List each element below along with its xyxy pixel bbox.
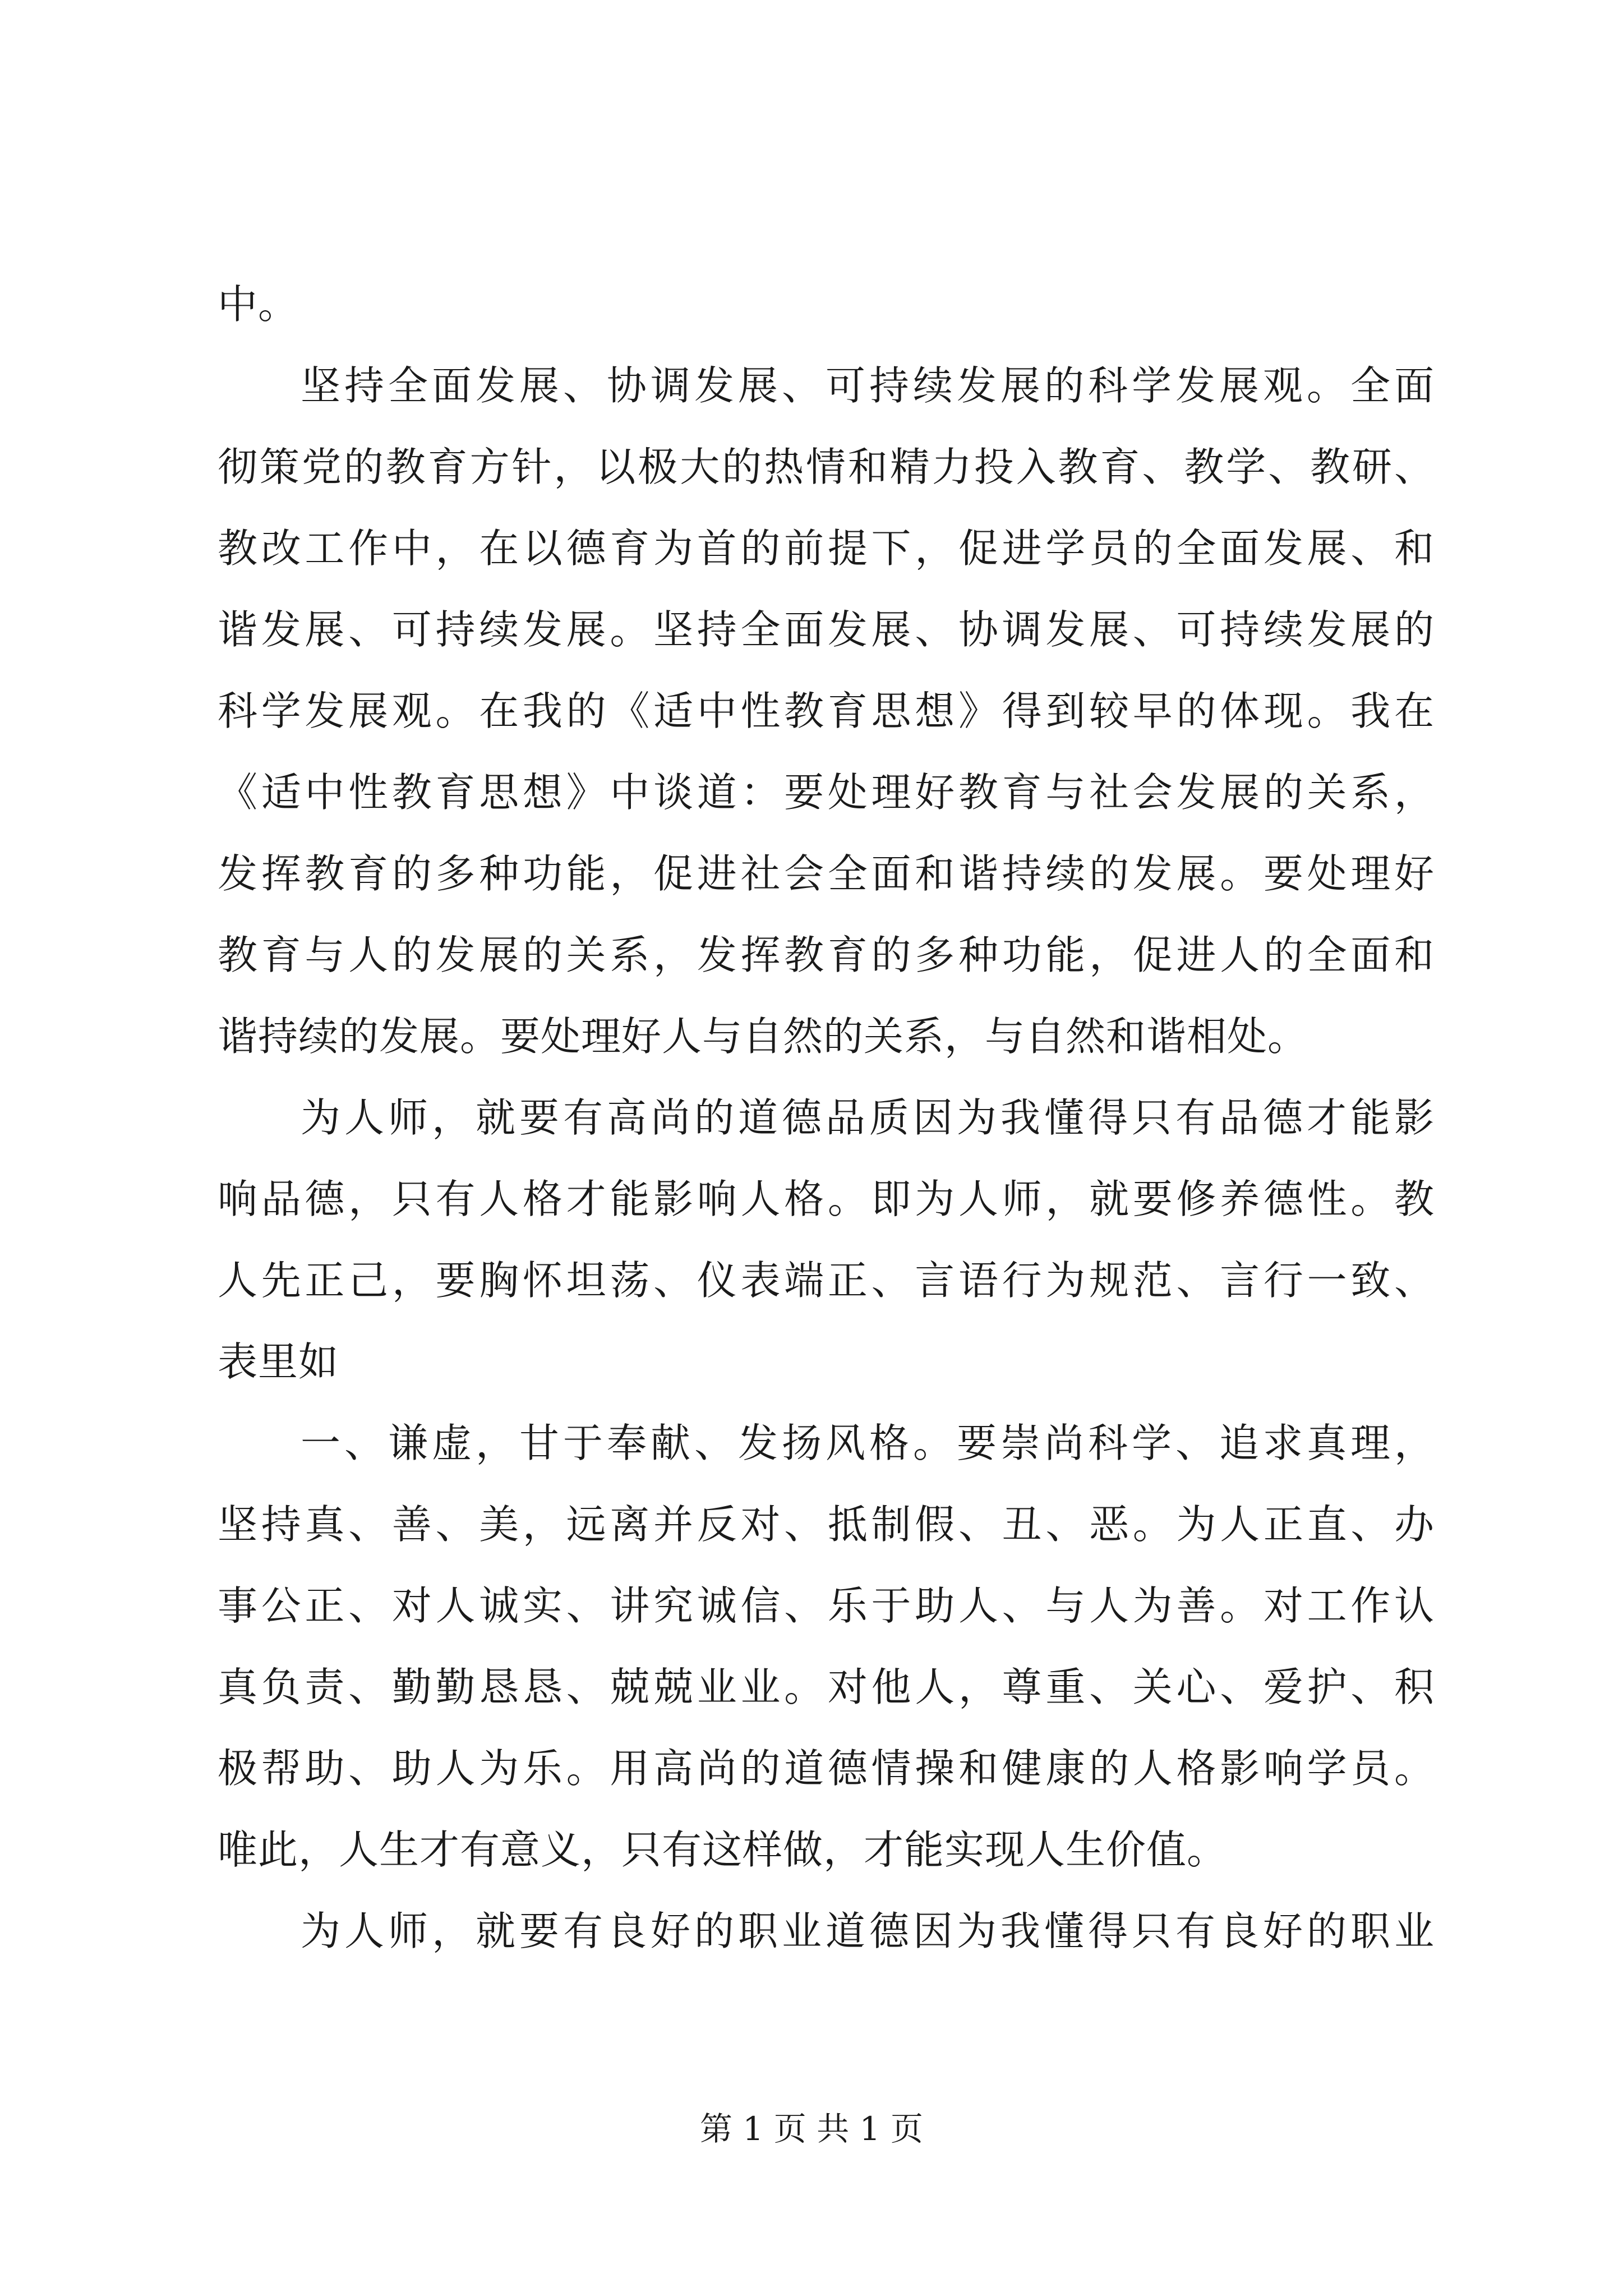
body-line: 表里如 — [218, 1338, 339, 1385]
body-line: 为人师，就要有高尚的道德品质因为我懂得只有品德才能影 — [301, 1094, 1435, 1141]
body-line: 教育与人的发展的关系，发挥教育的多种功能，促进人的全面和 — [218, 932, 1435, 978]
page-footer: 第 1 页 共 1 页 — [700, 2110, 923, 2148]
document-body — [218, 264, 1435, 1972]
body-line: 人先正己，要胸怀坦荡、仪表端正、言语行为规范、言行一致、 — [218, 1257, 1435, 1304]
body-line: 谐发展、可持续发展。坚持全面发展、协调发展、可持续发展的 — [218, 606, 1435, 653]
body-line: 坚持全面发展、协调发展、可持续发展的科学发展观。全面 — [301, 362, 1435, 409]
body-line: 彻策党的教育方针，以极大的热情和精力投入教育、教学、教研、 — [218, 444, 1435, 490]
body-line: 谐持续的发展。要处理好人与自然的关系，与自然和谐相处。 — [218, 1013, 1308, 1060]
body-line: 坚持真、善、美，远离并反对、抵制假、丑、恶。为人正直、办 — [218, 1501, 1435, 1548]
body-line: 响品德，只有人格才能影响人格。即为人师，就要修养德性。教 — [218, 1176, 1435, 1222]
body-line: 真负责、勤勤恳恳、兢兢业业。对他人，尊重、关心、爱护、积 — [218, 1664, 1435, 1710]
body-line: 为人师，就要有良好的职业道德因为我懂得只有良好的职业 — [301, 1908, 1435, 1954]
body-line: 科学发展观。在我的《适中性教育思想》得到较早的体现。我在 — [218, 688, 1435, 734]
body-line: 中。 — [218, 281, 299, 328]
body-line: 一、谦虚，甘于奉献、发扬风格。要崇尚科学、追求真理， — [301, 1420, 1435, 1466]
body-line: 极帮助、助人为乐。用高尚的道德情操和健康的人格影响学员。 — [218, 1745, 1435, 1792]
body-line: 《适中性教育思想》中谈道：要处理好教育与社会发展的关系， — [218, 769, 1435, 816]
body-line: 唯此，人生才有意义，只有这样做，才能实现人生价值。 — [218, 1826, 1228, 1873]
body-line: 发挥教育的多种功能，促进社会全面和谐持续的发展。要处理好 — [218, 850, 1435, 897]
body-line: 教改工作中，在以德育为首的前提下，促进学员的全面发展、和 — [218, 525, 1435, 572]
body-line: 事公正、对人诚实、讲究诚信、乐于助人、与人为善。对工作认 — [218, 1582, 1435, 1629]
